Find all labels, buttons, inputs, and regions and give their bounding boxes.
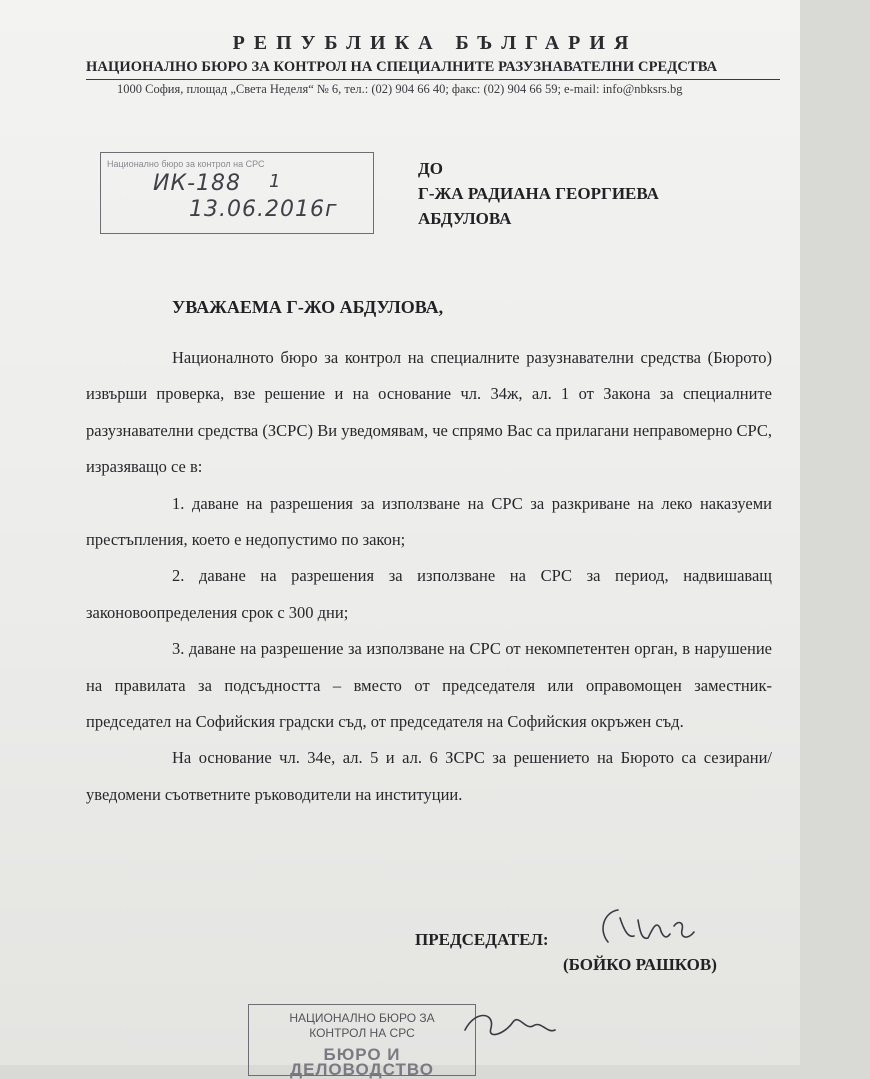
- header-country: РЕПУБЛИКА БЪЛГАРИЯ: [232, 32, 638, 54]
- addressee-name-line2: АБДУЛОВА: [418, 209, 512, 228]
- paragraph-closing: На основание чл. 34е, ал. 5 и ал. 6 ЗСРС за решението на Бюрото са сезирани/уведомени съответните ръководители на институции.: [86, 748, 772, 804]
- addressee-name-line1: Г-ЖА РАДИАНА ГЕОРГИЕВА: [418, 184, 659, 203]
- clerk-signature: [455, 1000, 565, 1060]
- registration-stamp-title: Национално бюро за контрол на СРС: [107, 159, 265, 169]
- header-address: 1000 София, площад „Света Неделя“ № 6, тел.: (02) 904 66 40; факс: (02) 904 66 59; e-mail: info@nbksrs.bg: [117, 82, 683, 96]
- chairman-signature: [590, 890, 710, 960]
- addressee-to: ДО: [418, 159, 443, 178]
- registration-number: ИК-188: [153, 171, 242, 196]
- paragraph-item-2: 2. даване на разрешения за използване на СРС за период, надвишаващ законовоопределения срок с 300 дни;: [86, 566, 772, 622]
- registration-seq: 1: [269, 171, 282, 192]
- salutation: УВАЖАЕМА Г-ЖО АБДУЛОВА,: [172, 297, 444, 317]
- paragraph-item-1: 1. даване на разрешения за използване на СРС за разкриване на леко наказуеми престъпления, което е недопустимо по закон;: [86, 493, 772, 550]
- paragraph-intro: Националното бюро за контрол на специалните разузнавателни средства (Бюрото) извърши проверка, взе решение и на основание чл. 34ж, ал. 1 от Закона за специалните разузнавателни средства (ЗСРС) Ви уведомявам, че спрямо Вас са прилагани неправомерно СРС, изразяващо се в:: [86, 348, 772, 477]
- bottom-stamp-line1: НАЦИОНАЛНО БЮРО ЗА: [289, 1011, 435, 1025]
- chairman-name: (БОЙКО РАШКОВ): [563, 955, 717, 974]
- registration-date: 13.06.2016г: [189, 197, 338, 222]
- bottom-stamp: [248, 1004, 476, 1079]
- header-bureau-name: НАЦИОНАЛНО БЮРО ЗА КОНТРОЛ НА СПЕЦИАЛНИТЕ РАЗУЗНАВАТЕЛНИ СРЕДСТВА: [86, 59, 718, 75]
- bottom-stamp-line2: КОНТРОЛ НА СРС: [309, 1026, 415, 1040]
- letter-body: [86, 340, 772, 813]
- registration-stamp: [100, 152, 374, 234]
- signature-title: ПРЕДСЕДАТЕЛ:: [415, 930, 549, 949]
- addressee-block: [418, 156, 659, 231]
- header-divider: [86, 79, 780, 80]
- paragraph-item-3: 3. даване на разрешение за използване на СРС от некомпетентен орган, в нарушение на правилата за подсъдността – вместо от председателя или оправомощен заместник-председател на Софийския градски съд, от председателя на Софийския окръжен съд.: [86, 639, 772, 732]
- bottom-stamp-line3: БЮРО И ДЕЛОВОДСТВО: [290, 1045, 434, 1079]
